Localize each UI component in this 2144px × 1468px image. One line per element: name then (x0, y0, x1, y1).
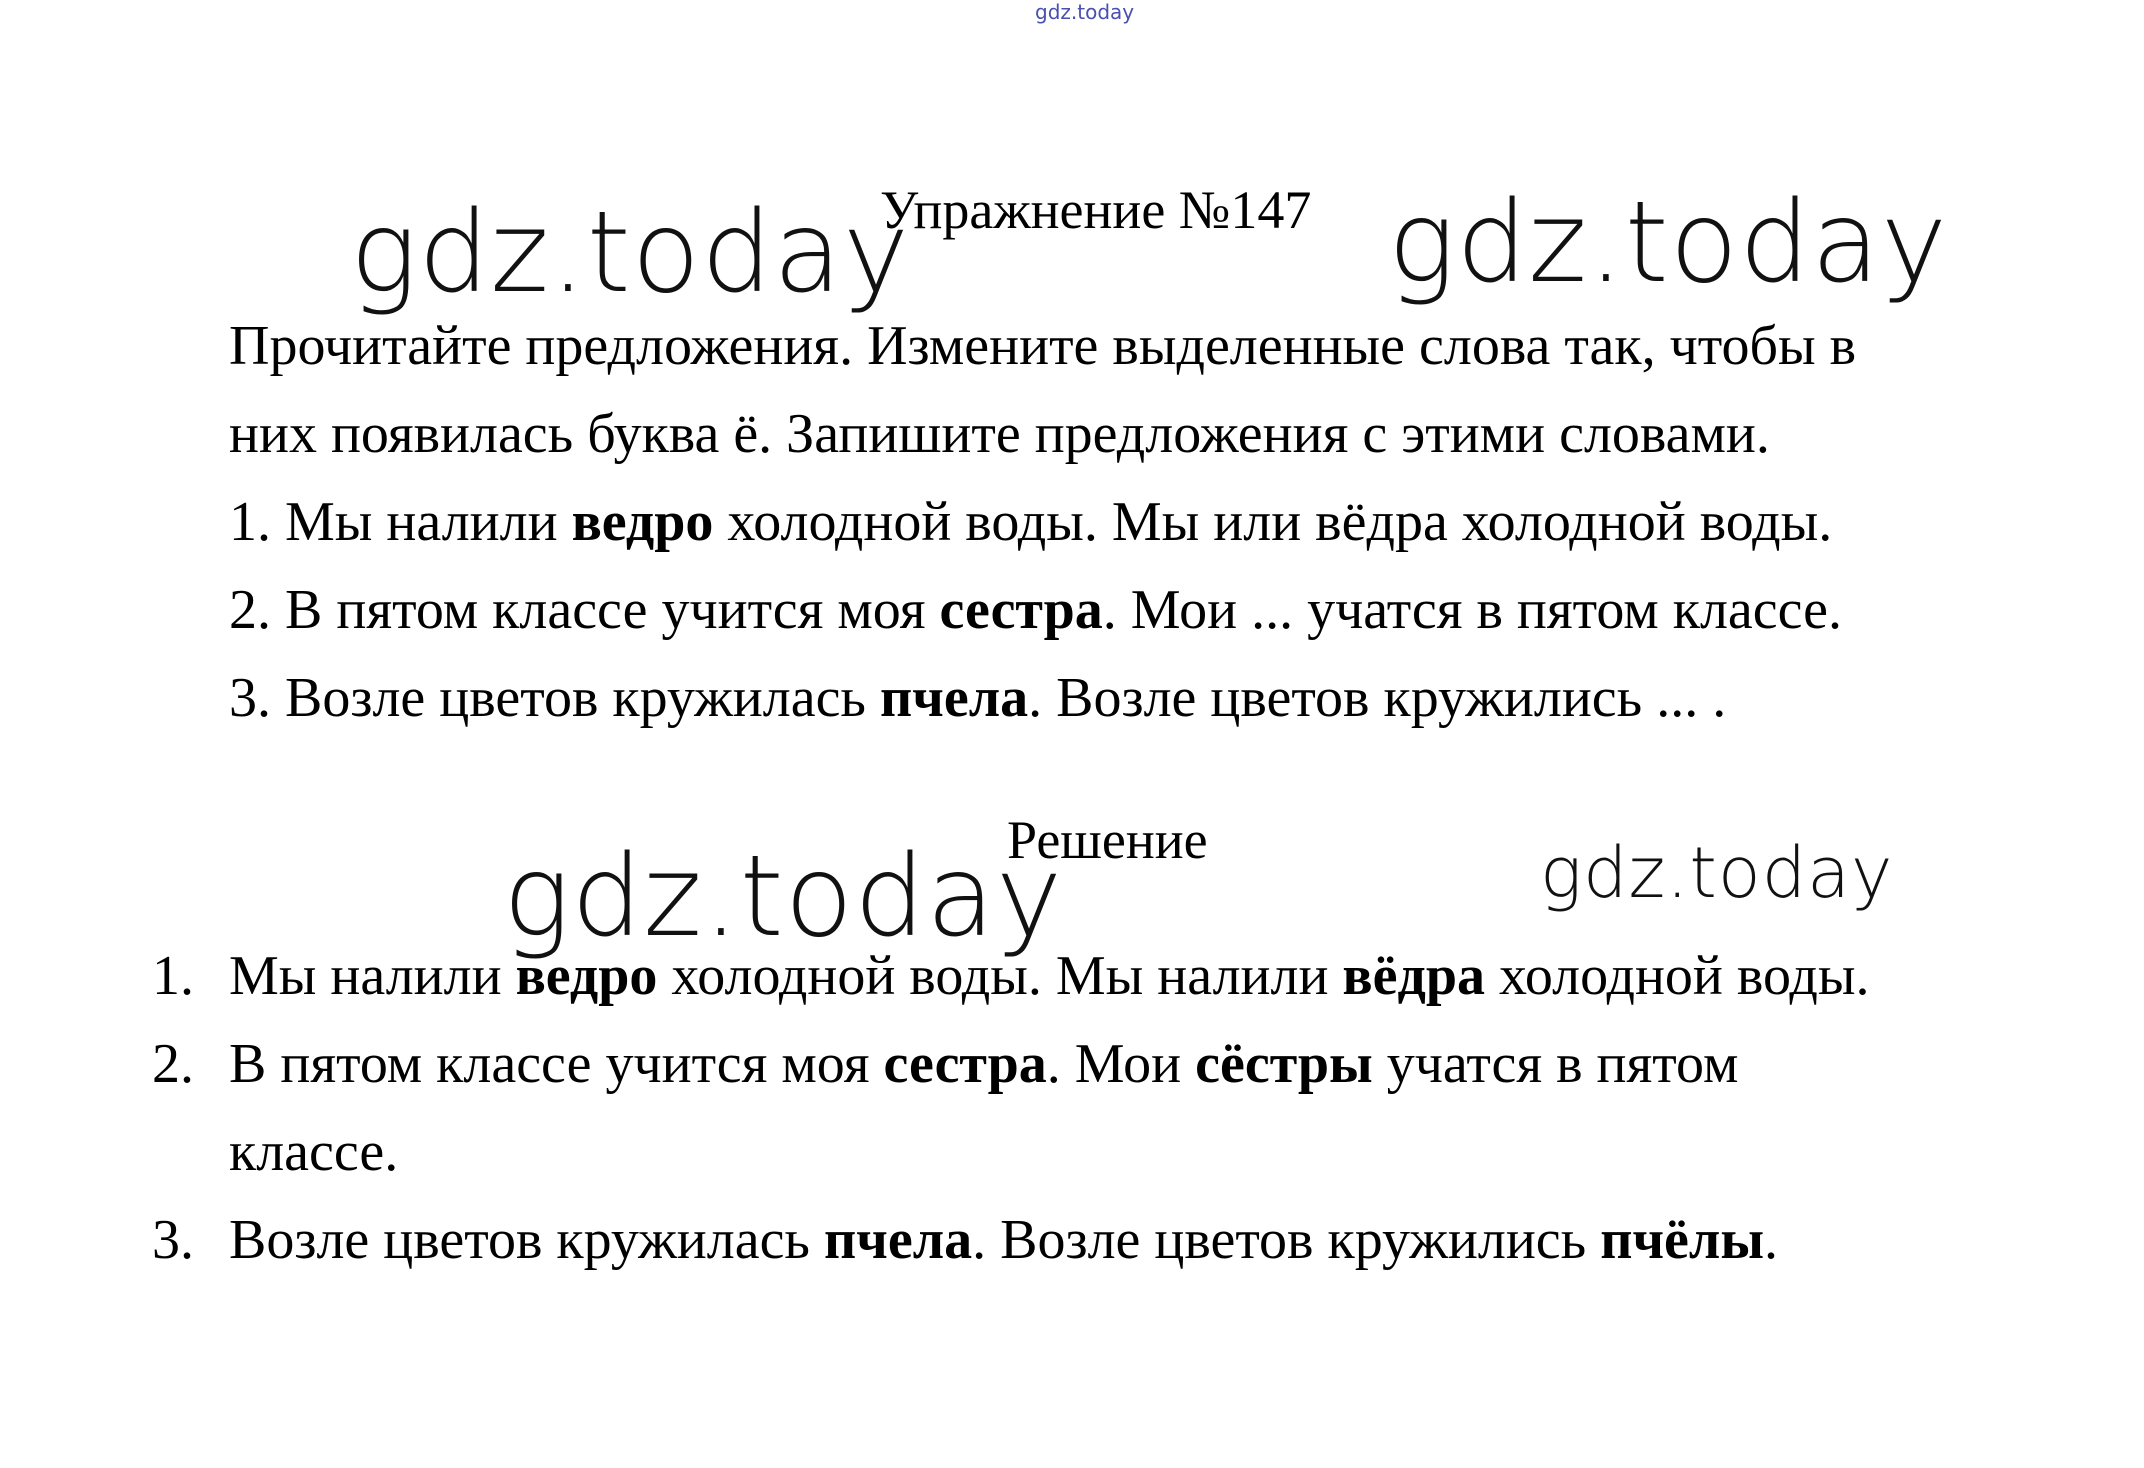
watermark-2: gdz.today (1388, 178, 1949, 308)
solution-item-1-number: 1. (152, 945, 194, 1007)
instruction-line-1: Прочитайте предложения. Измените выделенные слова так, чтобы в (229, 315, 1857, 377)
solution-item-3-number: 3. (152, 1209, 194, 1271)
task-1: 1. Мы налили ведро холодной воды. Мы или вёдра холодной воды. (229, 491, 1833, 553)
task-1-highlight: ведро (571, 491, 714, 553)
task-2-highlight: сестра (939, 579, 1103, 641)
task-3: 3. Возле цветов кружилась пчела. Возле цветов кружились ... . (229, 667, 1727, 729)
instruction-line-2: них появилась буква ё. Запишите предложения с этими словами. (229, 403, 1770, 465)
solution-item-2-continuation: классе. (229, 1121, 399, 1183)
task-3-highlight: пчела (879, 667, 1029, 729)
solution-item-2-number: 2. (152, 1033, 194, 1095)
watermark-4: gdz.today (1540, 832, 1894, 914)
exercise-title: Упражнение №147 (880, 180, 1312, 240)
watermark-3: gdz.today (503, 832, 1064, 962)
watermark-1: gdz.today (350, 188, 911, 318)
top-watermark: gdz.today (1035, 0, 1135, 24)
solution-title: Решение (1007, 810, 1208, 870)
task-2: 2. В пятом классе учится моя сестра. Мои ... учатся в пятом классе. (229, 579, 1843, 641)
